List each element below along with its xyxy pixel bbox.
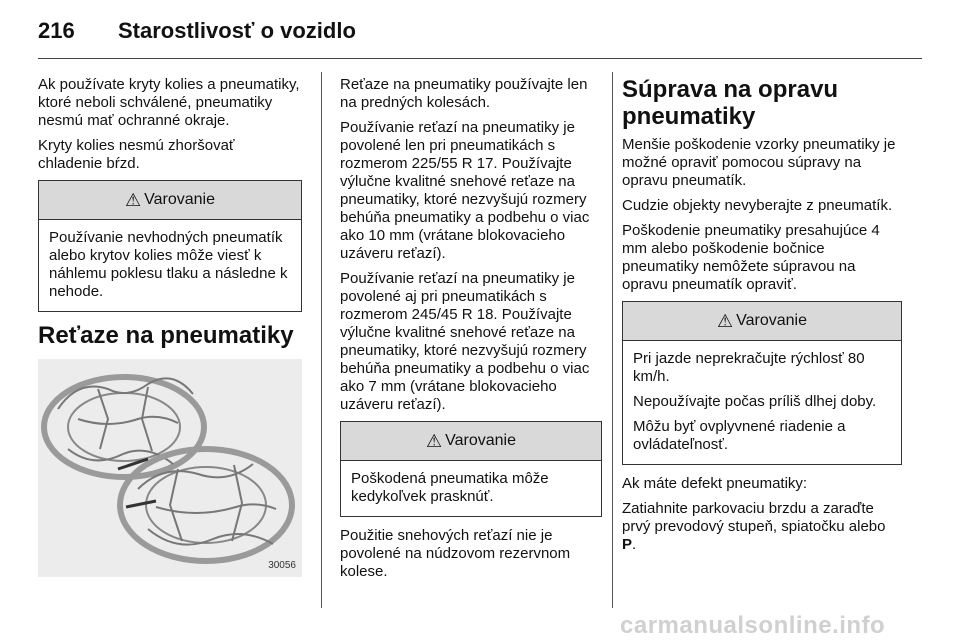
paragraph: Poškodenie pneumatiky presahujúce 4 mm alebo poškodenie bočnice pneumatiky nemôžete súpravou na opravu pneumatík opraviť.	[622, 222, 880, 293]
warning-text: Nepoužívajte počas príliš dlhej doby.	[633, 393, 877, 410]
warning-header	[39, 181, 301, 220]
paragraph: Ak máte defekt pneumatiky:	[622, 475, 808, 492]
section-heading: Reťaze na pneumatiky	[38, 322, 294, 349]
snow-chain-illustration	[38, 359, 302, 577]
paragraph: Kryty kolies nesmú zhoršovať chladenie bŕzd.	[38, 137, 235, 172]
paragraph-text: Zatiahnite parkovaciu brzdu a zaraďte prvý prevodový stupeň, spiatočku alebo	[622, 500, 886, 535]
warning-header	[341, 422, 601, 461]
warning-box	[340, 421, 602, 517]
watermark: carmanualsonline.info	[620, 612, 886, 639]
paragraph	[622, 500, 902, 554]
paragraph: Použitie snehových reťazí nie je povolené na núdzovom rezervnom kolese.	[340, 527, 571, 580]
warning-title: Varovanie	[144, 191, 215, 208]
section-heading: Súprava na opravu pneumatiky	[622, 76, 839, 130]
column-left	[38, 76, 302, 577]
warning-text: Môžu byť ovplyvnené riadenie a ovládateľnosť.	[633, 418, 846, 453]
paragraph-end: .	[632, 536, 637, 553]
warning-header	[623, 302, 901, 341]
warning-body	[341, 461, 601, 516]
warning-text: Používanie nevhodných pneumatík alebo krytov kolies môže viesť k náhlemu poklesu tlaku a následne k nehode.	[49, 229, 288, 300]
gear-position-label: P	[622, 536, 633, 553]
paragraph: Reťaze na pneumatiky používajte len na predných kolesách.	[340, 76, 588, 111]
warning-body	[39, 220, 301, 311]
column-divider	[612, 72, 613, 608]
paragraph: Menšie poškodenie vzorky pneumatiky je možné opraviť pomocou súpravy na opravu pneumatík.	[622, 136, 896, 189]
warning-box	[622, 301, 902, 465]
chapter-title: Starostlivosť o vozidlo	[118, 18, 356, 43]
warning-title: Varovanie	[445, 432, 516, 449]
warning-body	[623, 341, 901, 464]
paragraph: Ak používate kryty kolies a pneumatiky, ktoré neboli schválené, pneumatiky nesmú mať ochranné okraje.	[38, 76, 300, 129]
page-number: 216	[38, 18, 75, 43]
paragraph: Používanie reťazí na pneumatiky je povolené aj pri pneumatikách s rozmerom 245/45 R 18. Používajte výlučne kvalitné snehové reťaze na pneumatiky, ktoré nezvyšujú rozmery behúňa pneumatiky a podbehu o viac ako 7 mm (vrátane blokovacieho uzáveru reťazí).	[340, 270, 590, 413]
warning-title: Varovanie	[736, 312, 807, 329]
paragraph: Používanie reťazí na pneumatiky je povolené len pri pneumatikách s rozmerom 225/55 R 17. Používajte výlučne kvalitné snehové reťaze na pneumatiky, ktoré nezvyšujú rozmery behúňa pneumatiky a podbehu o viac ako 10 mm (vrátane blokovacieho uzáveru reťazí).	[340, 119, 590, 262]
column-middle	[340, 76, 602, 588]
column-divider	[321, 72, 322, 608]
snow-chain-drawing	[38, 359, 302, 577]
warning-triangle-icon: ⚠	[125, 189, 142, 210]
page-header	[38, 10, 922, 59]
warning-text: Pri jazde neprekračujte rýchlosť 80 km/h.	[633, 350, 865, 385]
warning-box	[38, 180, 302, 312]
warning-text: Poškodená pneumatika môže kedykoľvek prasknúť.	[351, 470, 549, 505]
paragraph: Cudzie objekty nevyberajte z pneumatík.	[622, 197, 893, 214]
warning-triangle-icon: ⚠	[426, 430, 443, 451]
column-right	[622, 76, 902, 561]
figure-code: 30056	[268, 560, 296, 571]
warning-triangle-icon: ⚠	[717, 310, 734, 331]
